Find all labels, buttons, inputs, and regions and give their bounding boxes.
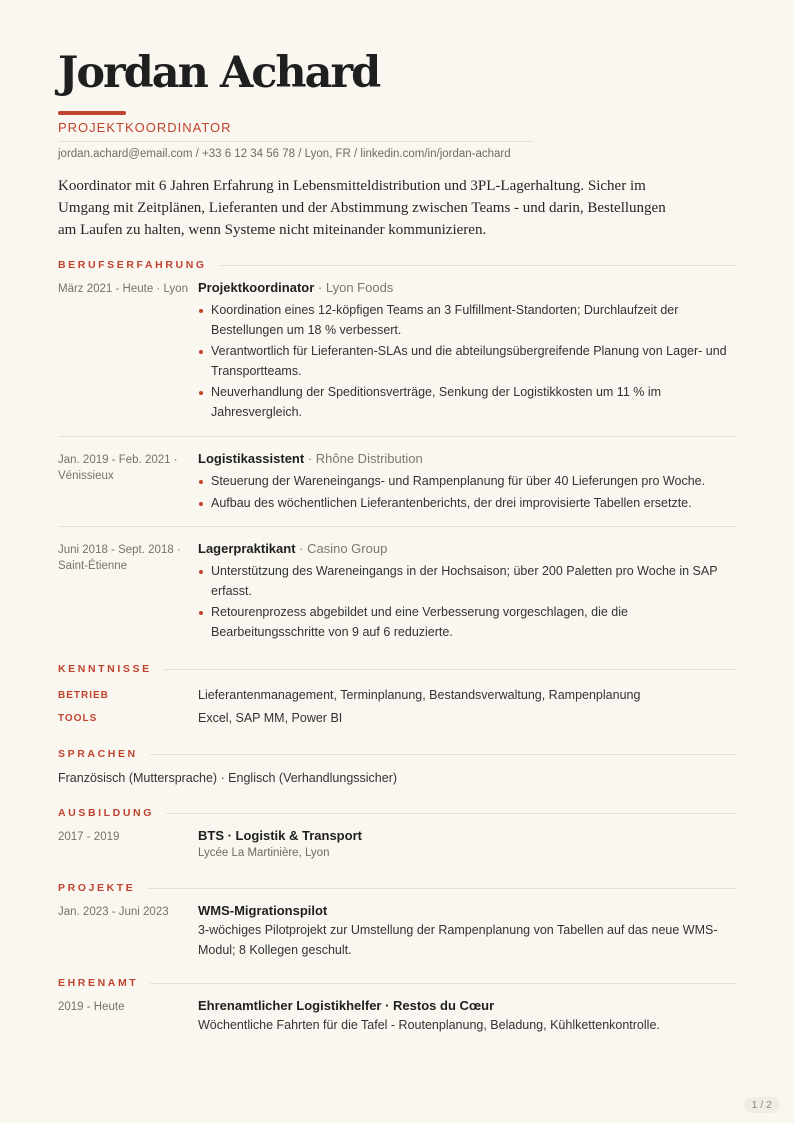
skill-value: Excel, SAP MM, Power BI bbox=[198, 711, 343, 725]
job-company: · Lyon Foods bbox=[314, 280, 394, 295]
job-bullets bbox=[198, 562, 736, 642]
job-company: · Casino Group bbox=[295, 541, 388, 556]
bullet-item: Retourenprozess abgebildet und eine Verbesserung vorgeschlagen, die die Bearbeitungsschritte von 9 auf 6 reduzierte. bbox=[198, 603, 736, 642]
section-label: BERUFSERFAHRUNG bbox=[58, 259, 219, 271]
job-date: März 2021 - Heute · Lyon bbox=[58, 283, 188, 295]
bullet-item: Verantwortlich für Lieferanten-SLAs und die abteilungsübergreifende Planung von Lager- und Transportteams. bbox=[198, 342, 736, 381]
bullet-item: Steuerung der Wareneingangs- und Rampenplanung für über 40 Lieferungen pro Woche. bbox=[198, 472, 736, 492]
skill-label: TOOLS bbox=[58, 713, 98, 724]
job-title: Projektkoordinator bbox=[198, 280, 315, 295]
bullet-item: Aufbau des wöchentlichen Lieferantenberichts, der drei improvisierte Tabellen ersetzte. bbox=[198, 494, 736, 514]
header-divider bbox=[58, 141, 534, 142]
job-bullets bbox=[198, 301, 736, 422]
skill-label: BETRIEB bbox=[58, 690, 109, 701]
section-label: SPRACHEN bbox=[58, 748, 150, 760]
education-date: 2017 - 2019 bbox=[58, 831, 120, 843]
section-heading-languages bbox=[58, 748, 736, 762]
volunteer-title: Ehrenamtlicher Logistikhelfer · Restos du Cœur bbox=[198, 998, 495, 1013]
entry-divider bbox=[58, 526, 736, 527]
job-title-line bbox=[198, 540, 736, 558]
volunteer-entry bbox=[198, 997, 736, 1035]
project-date: Jan. 2023 - Juni 2023 bbox=[58, 906, 169, 918]
bullet-item: Unterstützung des Wareneingangs in der Hochsaison; über 200 Paletten pro Woche in SAP erfasst. bbox=[198, 562, 736, 601]
education-title-line bbox=[198, 827, 736, 845]
section-rule bbox=[58, 888, 736, 889]
section-heading-experience bbox=[58, 259, 736, 273]
contact-line: jordan.achard@email.com / +33 6 12 34 56 78 / Lyon, FR / linkedin.com/in/jordan-achard bbox=[58, 148, 511, 160]
project-entry bbox=[198, 902, 736, 960]
bullet-item: Neuverhandlung der Speditionsverträge, Senkung der Logistikkosten um 11 % im Jahresvergleich. bbox=[198, 383, 736, 422]
page-indicator: 1 / 2 bbox=[744, 1097, 780, 1113]
job-entry bbox=[198, 450, 736, 515]
job-company: · Rhône Distribution bbox=[304, 451, 423, 466]
skill-value: Lieferantenmanagement, Terminplanung, Bestandsverwaltung, Rampenplanung bbox=[198, 688, 641, 702]
job-role: PROJEKTKOORDINATOR bbox=[58, 120, 232, 135]
section-heading-volunteer bbox=[58, 977, 736, 991]
project-description: 3-wöchiges Pilotprojekt zur Umstellung der Rampenplanung von Tabellen auf das neue WMS-Modul; 8 Kollegen geschult. bbox=[198, 923, 718, 957]
bullet-item: Koordination eines 12-köpfigen Teams an 3 Fulfillment-Standorten; Durchlaufzeit der Bestellungen um 18 % verbessert. bbox=[198, 301, 736, 340]
section-label: PROJEKTE bbox=[58, 882, 147, 894]
job-title-line bbox=[198, 450, 736, 468]
project-title-line bbox=[198, 902, 736, 920]
summary: Koordinator mit 6 Jahren Erfahrung in Lebensmitteldistribution und 3PL-Lagerhaltung. Sicher im Umgang mit Zeitplänen, Lieferanten und der Abstimmung zwischen Teams - und darin, Bestellungen am Laufen zu halten, wenn Systeme nicht miteinander kommunizieren. bbox=[58, 178, 666, 238]
section-heading-projects bbox=[58, 882, 736, 896]
education-entry bbox=[198, 827, 736, 861]
section-rule bbox=[58, 754, 736, 755]
education-title: BTS · Logistik & Transport bbox=[198, 828, 362, 843]
job-date: Juni 2018 - Sept. 2018 · Saint-Étienne bbox=[58, 544, 181, 572]
job-entry bbox=[198, 540, 736, 644]
volunteer-date: 2019 - Heute bbox=[58, 1001, 125, 1013]
volunteer-title-line bbox=[198, 997, 736, 1015]
section-label: KENNTNISSE bbox=[58, 663, 164, 675]
accent-bar bbox=[58, 111, 126, 115]
job-title: Logistikassistent bbox=[198, 451, 305, 466]
project-title: WMS-Migrationspilot bbox=[198, 903, 328, 918]
job-date: Jan. 2019 - Feb. 2021 · Vénissieux bbox=[58, 454, 178, 482]
volunteer-description: Wöchentliche Fahrten für die Tafel - Routenplanung, Beladung, Kühlkettenkontrolle. bbox=[198, 1018, 660, 1032]
job-title-line bbox=[198, 279, 736, 297]
education-school: Lycée La Martinière, Lyon bbox=[198, 847, 330, 859]
section-heading-education bbox=[58, 807, 736, 821]
section-rule bbox=[58, 983, 736, 984]
entry-divider bbox=[58, 436, 736, 437]
job-bullets bbox=[198, 472, 736, 513]
job-title: Lagerpraktikant bbox=[198, 541, 296, 556]
job-entry bbox=[198, 279, 736, 424]
section-label: EHRENAMT bbox=[58, 977, 150, 989]
languages-text: Französisch (Muttersprache) · Englisch (Verhandlungssicher) bbox=[58, 771, 398, 785]
section-heading-skills bbox=[58, 663, 736, 677]
section-label: AUSBILDUNG bbox=[58, 807, 166, 819]
candidate-name: Jordan Achard bbox=[58, 48, 380, 98]
